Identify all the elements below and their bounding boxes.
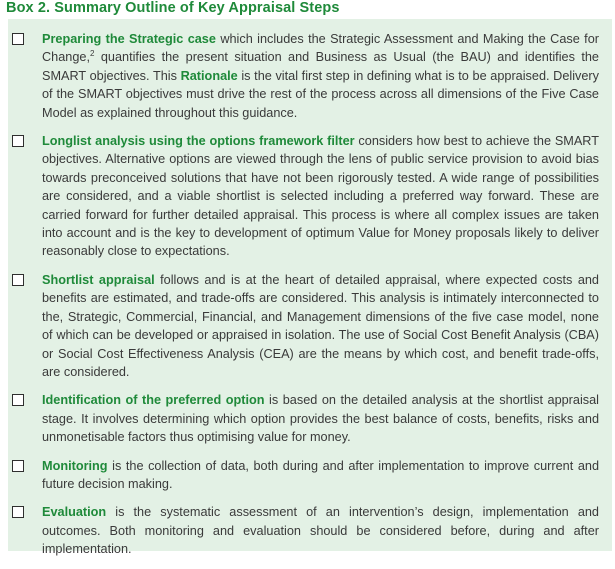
item-lead: Evaluation [42,505,107,520]
appraisal-steps-panel [8,19,612,557]
list-item-monitoring [42,457,599,494]
item-lead: Preparing the Strategic case [42,32,216,46]
item-lead: Longlist analysis using the options framework filter [42,134,355,149]
item-lead: Identification of the preferred option [42,393,265,408]
item-text: is the vital first step in defining what is to be appraised. Delivery of the SMART objectives must drive the rest of the process across all dimensions of the Five Case Model as explained throughout this guidance. [42,68,599,120]
checkbox-icon [12,394,24,406]
item-text: is based on the detailed analysis at the shortlist appraisal stage. It involves determining which option provides the best balance of costs, benefits, risks and unmonetisable factors thus optimising value for money. [42,393,599,445]
checkbox-icon [12,506,24,518]
item-text: which includes the Strategic Assessment and Making the Case for Change, [42,32,599,65]
item-text: is the systematic assessment of an intervention’s design, implementation and outcomes. Both monitoring and evaluation should be considered before, during and after implementation. [42,505,599,557]
list-item-evaluation [42,503,599,558]
item-text: is the collection of data, both during and after implementation to improve current and future decision making. [42,458,599,491]
list-item-shortlist-appraisal [42,271,599,381]
list-item-longlist-analysis [42,132,599,261]
item-text: follows and is at the heart of detailed appraisal, where expected costs and benefits are estimated, and trade-offs are considered. This analysis is intimately interconnected to the, Strategic, Commercial, Financial, and Management dimensions of the five case model, none of which can be developed or appraised in isolation. The use of Social Cost Benefit Analysis (CBA) or Social Cost Effectiveness Analysis (CEA) are the means by which cost, and benefit trade-offs, are considered. [42,272,599,379]
list-item-strategic-case [42,30,599,122]
list-item-preferred-option [42,391,599,446]
checkbox-icon [12,135,24,147]
item-lead: Shortlist appraisal [42,272,155,287]
footnote-marker: 2 [89,49,95,59]
item-text: considers how best to achieve the SMART objectives. Alternative options are viewed through the lens of public service provision to avoid bias towards preconceived solutions that have not been rigorously tested. A wide range of possibilities are considered, and a viable shortlist is selected including a preferred way forward. These are carried forward for further detailed appraisal. This process is where all complex issues are taken into account and is the key to development of optimum Value for Money proposals likely to deliver reasonably close to expectations. [42,134,599,259]
item-lead: Monitoring [42,458,108,473]
checkbox-icon [12,33,24,45]
checkbox-icon [12,460,24,472]
box-title: Box 2. Summary Outline of Key Appraisal Steps [6,0,340,16]
item-text: quantifies the present situation and Business as Usual (the BAU) and identifies the SMART objectives. This [42,50,599,83]
item-inline-bold: Rationale [180,68,238,83]
checkbox-icon [12,274,24,286]
appraisal-steps-list [42,30,599,569]
